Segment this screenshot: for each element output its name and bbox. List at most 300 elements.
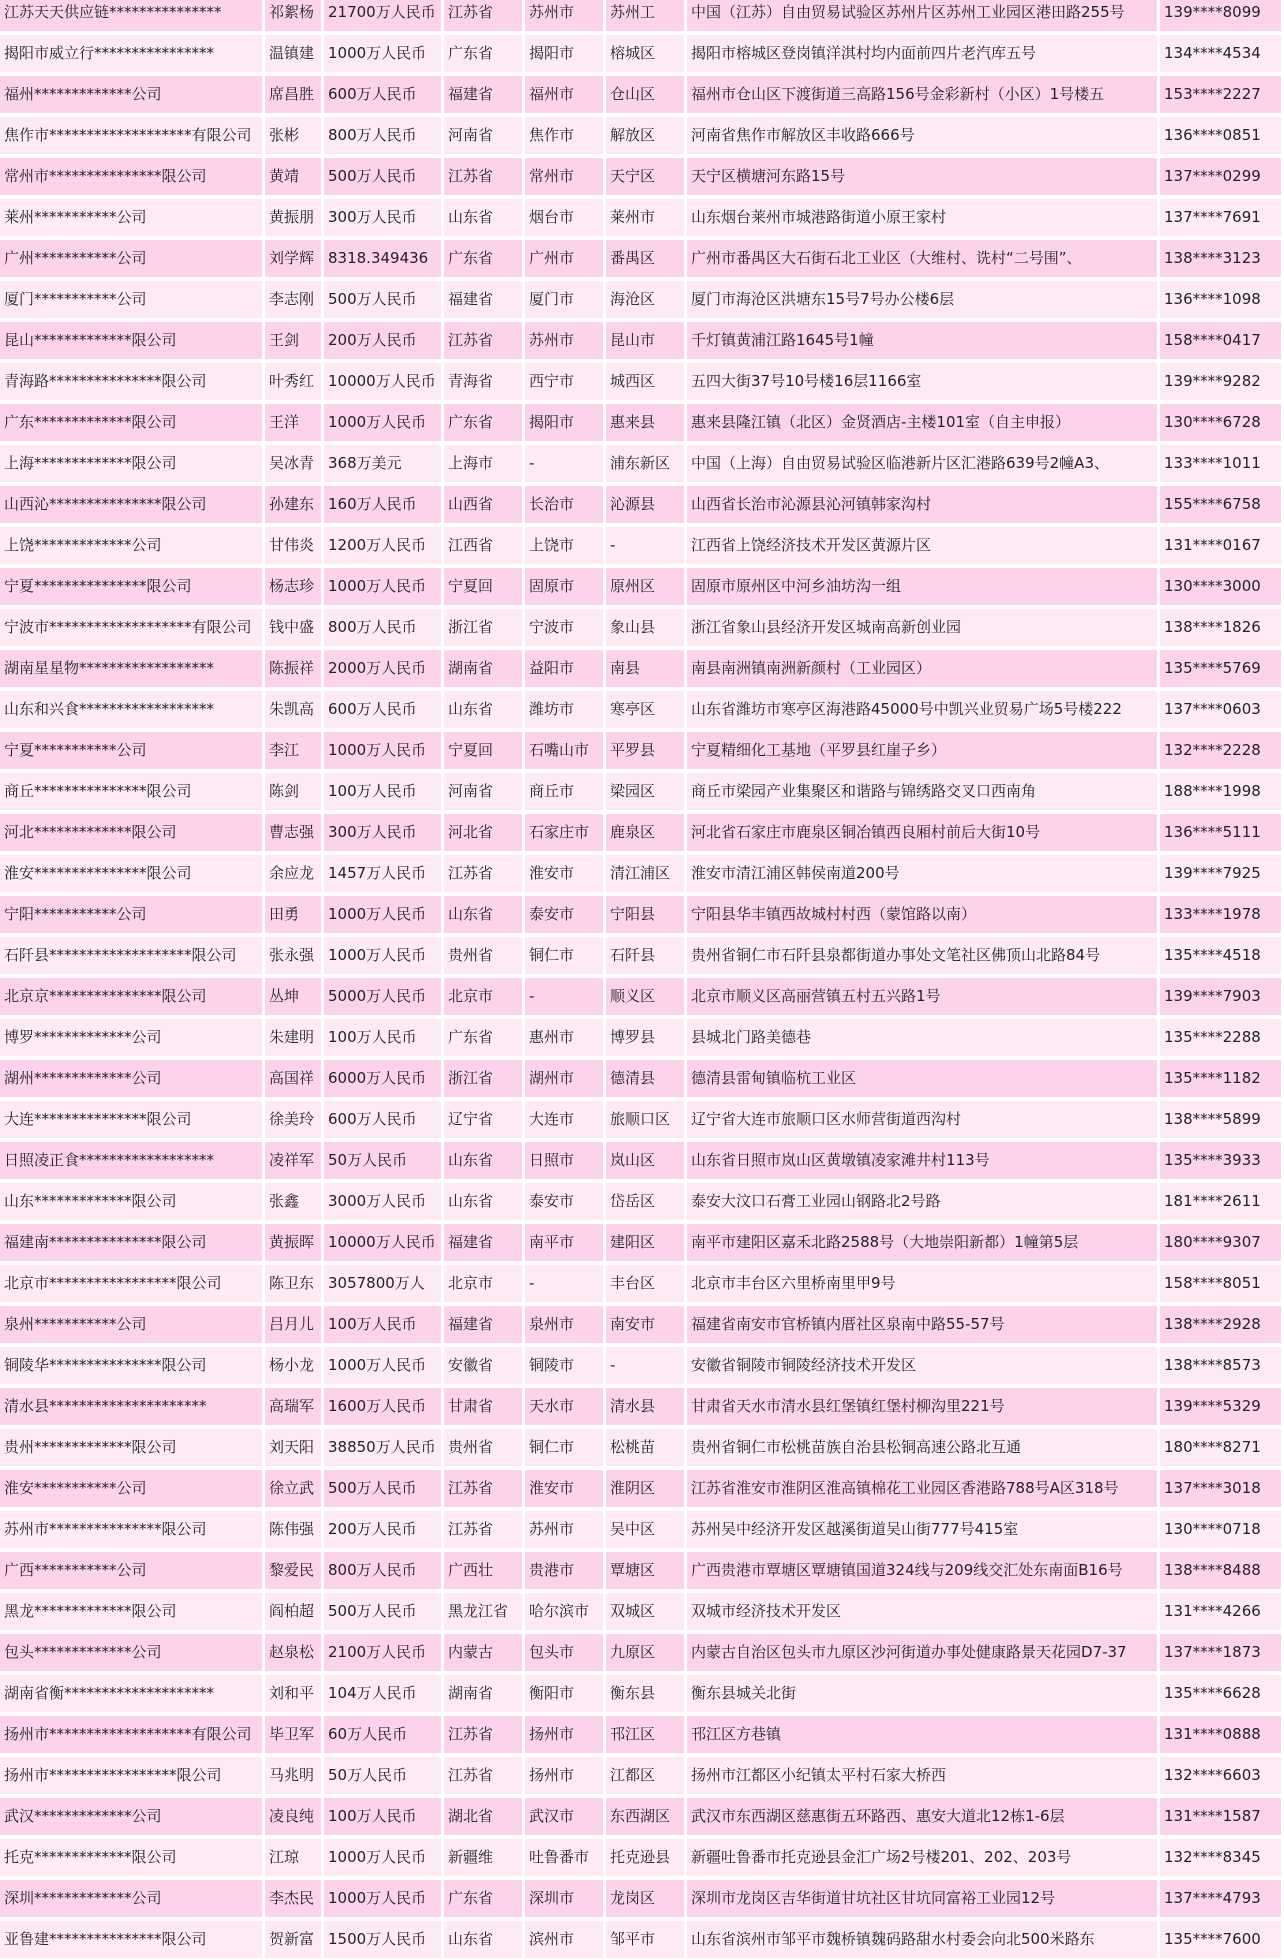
registered-capital-cell: 100万人民币 — [324, 1304, 441, 1345]
table-row — [0, 1017, 1281, 1058]
registered-capital-cell: 1000万人民币 — [324, 33, 441, 74]
district-cell: 惠来县 — [606, 402, 684, 443]
table-row — [0, 320, 1281, 361]
district-cell: 龙岗区 — [606, 1878, 684, 1919]
district-cell: 海沧区 — [606, 279, 684, 320]
address-cell: 南平市建阳区嘉禾北路2588号（大地崇阳新都）1幢第5层 — [687, 1222, 1157, 1263]
registered-capital-cell: 60万人民币 — [324, 1714, 441, 1755]
province-cell: 山西省 — [444, 484, 522, 525]
company-name-cell: 大连***************限公司 — [0, 1099, 262, 1140]
address-cell: 惠来县隆江镇（北区）金贤酒店-主楼101室（自主申报） — [687, 402, 1157, 443]
company-name-cell: 铜陵华***************限公司 — [0, 1345, 262, 1386]
province-cell: 山东省 — [444, 1919, 522, 1960]
contact-person-cell: 刘和平 — [265, 1673, 321, 1714]
city-cell: 烟台市 — [525, 197, 603, 238]
phone-cell: 133****1011 — [1160, 443, 1281, 484]
city-cell: 苏州市 — [525, 320, 603, 361]
district-cell: 东西湖区 — [606, 1796, 684, 1837]
province-cell: 江苏省 — [444, 853, 522, 894]
city-cell: 日照市 — [525, 1140, 603, 1181]
district-cell: - — [606, 1345, 684, 1386]
registered-capital-cell: 500万人民币 — [324, 279, 441, 320]
registered-capital-cell: 10000万人民币 — [324, 1222, 441, 1263]
phone-cell: 139****7903 — [1160, 976, 1281, 1017]
company-name-cell: 日照凌正食****************** — [0, 1140, 262, 1181]
registered-capital-cell: 3057800万人 — [324, 1263, 441, 1304]
registered-capital-cell: 300万人民币 — [324, 197, 441, 238]
phone-cell: 136****1098 — [1160, 279, 1281, 320]
table-row — [0, 812, 1281, 853]
province-cell: 福建省 — [444, 74, 522, 115]
company-name-cell: 福建南***************限公司 — [0, 1222, 262, 1263]
district-cell: 天宁区 — [606, 156, 684, 197]
address-cell: 山东烟台莱州市城港路街道小原王家村 — [687, 197, 1157, 238]
registered-capital-cell: 500万人民币 — [324, 1468, 441, 1509]
district-cell: 托克逊县 — [606, 1837, 684, 1878]
table-row — [0, 771, 1281, 812]
province-cell: 贵州省 — [444, 1427, 522, 1468]
province-cell: 北京市 — [444, 1263, 522, 1304]
phone-cell: 135****2288 — [1160, 1017, 1281, 1058]
company-name-cell: 泉州***********公司 — [0, 1304, 262, 1345]
registered-capital-cell: 50万人民币 — [324, 1140, 441, 1181]
district-cell: 清水县 — [606, 1386, 684, 1427]
company-name-cell: 苏州市***************限公司 — [0, 1509, 262, 1550]
province-cell: 河北省 — [444, 812, 522, 853]
registered-capital-cell: 200万人民币 — [324, 320, 441, 361]
phone-cell: 135****5769 — [1160, 648, 1281, 689]
phone-cell: 139****5329 — [1160, 1386, 1281, 1427]
province-cell: 上海市 — [444, 443, 522, 484]
table-row — [0, 607, 1281, 648]
contact-person-cell: 李杰民 — [265, 1878, 321, 1919]
contact-person-cell: 张彬 — [265, 115, 321, 156]
company-name-cell: 北京市*****************限公司 — [0, 1263, 262, 1304]
phone-cell: 132****6603 — [1160, 1755, 1281, 1796]
table-row — [0, 1837, 1281, 1878]
contact-person-cell: 毕卫军 — [265, 1714, 321, 1755]
province-cell: 安徽省 — [444, 1345, 522, 1386]
province-cell: 河南省 — [444, 115, 522, 156]
company-name-cell: 石阡县*******************限公司 — [0, 935, 262, 976]
company-name-cell: 贵州*************限公司 — [0, 1427, 262, 1468]
table-row — [0, 402, 1281, 443]
registered-capital-cell: 1500万人民币 — [324, 1919, 441, 1960]
registered-capital-cell: 100万人民币 — [324, 1017, 441, 1058]
phone-cell: 137****0299 — [1160, 156, 1281, 197]
registered-capital-cell: 1000万人民币 — [324, 730, 441, 771]
address-cell: 江西省上饶经济技术开发区黄源片区 — [687, 525, 1157, 566]
company-name-cell: 上海*************限公司 — [0, 443, 262, 484]
contact-person-cell: 杨小龙 — [265, 1345, 321, 1386]
registered-capital-cell: 2100万人民币 — [324, 1632, 441, 1673]
province-cell: 江苏省 — [444, 0, 522, 33]
district-cell: 莱州市 — [606, 197, 684, 238]
city-cell: 宁波市 — [525, 607, 603, 648]
province-cell: 宁夏回 — [444, 566, 522, 607]
phone-cell: 136****5111 — [1160, 812, 1281, 853]
district-cell: 浦东新区 — [606, 443, 684, 484]
city-cell: 哈尔滨市 — [525, 1591, 603, 1632]
contact-person-cell: 田勇 — [265, 894, 321, 935]
contact-person-cell: 叶秀红 — [265, 361, 321, 402]
table-row — [0, 1427, 1281, 1468]
company-name-cell: 广西***********公司 — [0, 1550, 262, 1591]
registered-capital-cell: 1000万人民币 — [324, 935, 441, 976]
phone-cell: 138****8488 — [1160, 1550, 1281, 1591]
company-name-cell: 河北*************限公司 — [0, 812, 262, 853]
city-cell: 焦作市 — [525, 115, 603, 156]
address-cell: 福州市仓山区下渡街道三高路156号金彩新村（小区）1号楼五 — [687, 74, 1157, 115]
contact-person-cell: 张永强 — [265, 935, 321, 976]
company-name-cell: 托克*************限公司 — [0, 1837, 262, 1878]
district-cell: 清江浦区 — [606, 853, 684, 894]
company-name-cell: 山东和兴食****************** — [0, 689, 262, 730]
table-row — [0, 361, 1281, 402]
address-cell: 广西贵港市覃塘区覃塘镇国道324线与209线交汇处东南面B16号 — [687, 1550, 1157, 1591]
city-cell: 石嘴山市 — [525, 730, 603, 771]
phone-cell: 155****6758 — [1160, 484, 1281, 525]
province-cell: 辽宁省 — [444, 1099, 522, 1140]
province-cell: 江苏省 — [444, 320, 522, 361]
table-row — [0, 156, 1281, 197]
registered-capital-cell: 5000万人民币 — [324, 976, 441, 1017]
contact-person-cell: 马兆明 — [265, 1755, 321, 1796]
district-cell: 昆山市 — [606, 320, 684, 361]
registered-capital-cell: 21700万人民币 — [324, 0, 441, 33]
contact-person-cell: 陈剑 — [265, 771, 321, 812]
district-cell: 鹿泉区 — [606, 812, 684, 853]
province-cell: 浙江省 — [444, 607, 522, 648]
district-cell: 石阡县 — [606, 935, 684, 976]
city-cell: 包头市 — [525, 1632, 603, 1673]
phone-cell: 135****1182 — [1160, 1058, 1281, 1099]
address-cell: 天宁区横塘河东路15号 — [687, 156, 1157, 197]
contact-person-cell: 黄靖 — [265, 156, 321, 197]
contact-person-cell: 赵泉松 — [265, 1632, 321, 1673]
province-cell: 广东省 — [444, 402, 522, 443]
city-cell: 西宁市 — [525, 361, 603, 402]
phone-cell: 134****4534 — [1160, 33, 1281, 74]
city-cell: 福州市 — [525, 74, 603, 115]
contact-person-cell: 王洋 — [265, 402, 321, 443]
address-cell: 千灯镇黄浦江路1645号1幢 — [687, 320, 1157, 361]
district-cell: 吴中区 — [606, 1509, 684, 1550]
province-cell: 广东省 — [444, 238, 522, 279]
city-cell: 南平市 — [525, 1222, 603, 1263]
contact-person-cell: 钱中盛 — [265, 607, 321, 648]
registered-capital-cell: 160万人民币 — [324, 484, 441, 525]
city-cell: 益阳市 — [525, 648, 603, 689]
contact-person-cell: 李江 — [265, 730, 321, 771]
district-cell: 顺义区 — [606, 976, 684, 1017]
contact-person-cell: 刘天阳 — [265, 1427, 321, 1468]
phone-cell: 130****3000 — [1160, 566, 1281, 607]
address-cell: 福建省南安市官桥镇内厝社区泉南中路55-57号 — [687, 1304, 1157, 1345]
city-cell: 惠州市 — [525, 1017, 603, 1058]
table-row — [0, 730, 1281, 771]
table-row — [0, 566, 1281, 607]
city-cell: 湖州市 — [525, 1058, 603, 1099]
province-cell: 江苏省 — [444, 1509, 522, 1550]
province-cell: 新疆维 — [444, 1837, 522, 1878]
address-cell: 广州市番禺区大石街石北工业区（大维村、诜村“二号围”、 — [687, 238, 1157, 279]
company-name-cell: 商丘***************限公司 — [0, 771, 262, 812]
address-cell: 双城市经济技术开发区 — [687, 1591, 1157, 1632]
address-cell: 山东省日照市岚山区黄墩镇凌家滩井村113号 — [687, 1140, 1157, 1181]
district-cell: 苏州工 — [606, 0, 684, 33]
district-cell: 城西区 — [606, 361, 684, 402]
address-cell: 宁阳县华丰镇西故城村村西（蒙馆路以南） — [687, 894, 1157, 935]
district-cell: 寒亭区 — [606, 689, 684, 730]
phone-cell: 138****8573 — [1160, 1345, 1281, 1386]
district-cell: 博罗县 — [606, 1017, 684, 1058]
phone-cell: 139****7925 — [1160, 853, 1281, 894]
company-name-cell: 常州市***************限公司 — [0, 156, 262, 197]
city-cell: 泰安市 — [525, 894, 603, 935]
phone-cell: 181****2611 — [1160, 1181, 1281, 1222]
phone-cell: 137****1873 — [1160, 1632, 1281, 1673]
province-cell: 广东省 — [444, 1878, 522, 1919]
city-cell: 石家庄市 — [525, 812, 603, 853]
city-cell: 上饶市 — [525, 525, 603, 566]
contact-person-cell: 高瑞军 — [265, 1386, 321, 1427]
phone-cell: 131****4266 — [1160, 1591, 1281, 1632]
phone-cell: 138****3123 — [1160, 238, 1281, 279]
district-cell: 象山县 — [606, 607, 684, 648]
company-name-cell: 厦门***********公司 — [0, 279, 262, 320]
address-cell: 苏州吴中经济开发区越溪街道吴山街777号415室 — [687, 1509, 1157, 1550]
address-cell: 中国（江苏）自由贸易试验区苏州片区苏州工业园区港田路255号 — [687, 0, 1157, 33]
registered-capital-cell: 1000万人民币 — [324, 566, 441, 607]
address-cell: 北京市顺义区高丽营镇五村五兴路1号 — [687, 976, 1157, 1017]
address-cell: 淮安市清江浦区韩侯南道200号 — [687, 853, 1157, 894]
phone-cell: 137****4793 — [1160, 1878, 1281, 1919]
phone-cell: 136****0851 — [1160, 115, 1281, 156]
province-cell: 江西省 — [444, 525, 522, 566]
company-name-cell: 湖州*************公司 — [0, 1058, 262, 1099]
company-name-cell: 深圳*************公司 — [0, 1878, 262, 1919]
contact-person-cell: 徐美玲 — [265, 1099, 321, 1140]
city-cell: 扬州市 — [525, 1755, 603, 1796]
city-cell: 滨州市 — [525, 1919, 603, 1960]
table-row — [0, 0, 1281, 33]
district-cell: 岱岳区 — [606, 1181, 684, 1222]
company-name-cell: 上饶*************公司 — [0, 525, 262, 566]
registered-capital-cell: 800万人民币 — [324, 1550, 441, 1591]
address-cell: 固原市原州区中河乡油坊沟一组 — [687, 566, 1157, 607]
contact-person-cell: 凌祥军 — [265, 1140, 321, 1181]
city-cell: 扬州市 — [525, 1714, 603, 1755]
phone-cell: 138****2928 — [1160, 1304, 1281, 1345]
address-cell: 山东省滨州市邹平市魏桥镇魏码路甜水村委会向北500米路东 — [687, 1919, 1157, 1960]
city-cell: 广州市 — [525, 238, 603, 279]
district-cell: 岚山区 — [606, 1140, 684, 1181]
company-name-cell: 亚鲁建***************限公司 — [0, 1919, 262, 1960]
company-name-cell: 清水县********************* — [0, 1386, 262, 1427]
table-row — [0, 1304, 1281, 1345]
contact-person-cell: 凌良纯 — [265, 1796, 321, 1837]
registered-capital-cell: 3000万人民币 — [324, 1181, 441, 1222]
registered-capital-cell: 1000万人民币 — [324, 894, 441, 935]
province-cell: 福建省 — [444, 279, 522, 320]
province-cell: 山东省 — [444, 1181, 522, 1222]
district-cell: 旅顺口区 — [606, 1099, 684, 1140]
company-name-cell: 宁夏***************限公司 — [0, 566, 262, 607]
contact-person-cell: 黎爱民 — [265, 1550, 321, 1591]
province-cell: 广东省 — [444, 1017, 522, 1058]
company-name-cell: 山西沁***************限公司 — [0, 484, 262, 525]
table-row — [0, 1878, 1281, 1919]
table-row — [0, 1263, 1281, 1304]
registered-capital-cell: 50万人民币 — [324, 1755, 441, 1796]
district-cell: 榕城区 — [606, 33, 684, 74]
phone-cell: 158****8051 — [1160, 1263, 1281, 1304]
company-name-cell: 青海路***************限公司 — [0, 361, 262, 402]
city-cell: 吐鲁番市 — [525, 1837, 603, 1878]
phone-cell: 137****7691 — [1160, 197, 1281, 238]
city-cell: 厦门市 — [525, 279, 603, 320]
contact-person-cell: 温镇建 — [265, 33, 321, 74]
phone-cell: 130****0718 — [1160, 1509, 1281, 1550]
contact-person-cell: 黄振朋 — [265, 197, 321, 238]
province-cell: 湖北省 — [444, 1796, 522, 1837]
district-cell: 江都区 — [606, 1755, 684, 1796]
district-cell: 邹平市 — [606, 1919, 684, 1960]
city-cell: 武汉市 — [525, 1796, 603, 1837]
address-cell: 贵州省铜仁市石阡县泉都街道办事处文笔社区佛顶山北路84号 — [687, 935, 1157, 976]
contact-person-cell: 朱凯高 — [265, 689, 321, 730]
address-cell: 山西省长治市沁源县沁河镇韩家沟村 — [687, 484, 1157, 525]
company-name-cell: 湖南省衡******************** — [0, 1673, 262, 1714]
company-name-cell: 淮安***************限公司 — [0, 853, 262, 894]
address-cell: 宁夏精细化工基地（平罗县红崖子乡） — [687, 730, 1157, 771]
province-cell: 浙江省 — [444, 1058, 522, 1099]
city-cell: 苏州市 — [525, 0, 603, 33]
registered-capital-cell: 104万人民币 — [324, 1673, 441, 1714]
contact-person-cell: 徐立武 — [265, 1468, 321, 1509]
phone-cell: 131****0167 — [1160, 525, 1281, 566]
contact-person-cell: 张鑫 — [265, 1181, 321, 1222]
city-cell: 常州市 — [525, 156, 603, 197]
table-row — [0, 1550, 1281, 1591]
city-cell: 揭阳市 — [525, 33, 603, 74]
contact-person-cell: 陈伟强 — [265, 1509, 321, 1550]
address-cell: 贵州省铜仁市松桃苗族自治县松铜高速公路北互通 — [687, 1427, 1157, 1468]
province-cell: 江苏省 — [444, 1468, 522, 1509]
registered-capital-cell: 200万人民币 — [324, 1509, 441, 1550]
company-name-cell: 扬州市*****************限公司 — [0, 1755, 262, 1796]
city-cell: - — [525, 976, 603, 1017]
contact-person-cell: 刘学辉 — [265, 238, 321, 279]
company-name-cell: 湖南星星物****************** — [0, 648, 262, 689]
city-cell: 泉州市 — [525, 1304, 603, 1345]
company-name-cell: 广东*************限公司 — [0, 402, 262, 443]
phone-cell: 138****1826 — [1160, 607, 1281, 648]
company-name-cell: 揭阳市威立行**************** — [0, 33, 262, 74]
contact-person-cell: 陈振祥 — [265, 648, 321, 689]
registered-capital-cell: 800万人民币 — [324, 607, 441, 648]
city-cell: 苏州市 — [525, 1509, 603, 1550]
table-row — [0, 1140, 1281, 1181]
contact-person-cell: 席昌胜 — [265, 74, 321, 115]
address-cell: 安徽省铜陵市铜陵经济技术开发区 — [687, 1345, 1157, 1386]
city-cell: 天水市 — [525, 1386, 603, 1427]
province-cell: 北京市 — [444, 976, 522, 1017]
address-cell: 五四大街37号10号楼16层1166室 — [687, 361, 1157, 402]
address-cell: 山东省潍坊市寒亭区海港路45000号中凯兴业贸易广场5号楼222 — [687, 689, 1157, 730]
address-cell: 深圳市龙岗区吉华街道甘坑社区甘坑同富裕工业园12号 — [687, 1878, 1157, 1919]
table-row — [0, 1222, 1281, 1263]
company-name-cell: 博罗*************公司 — [0, 1017, 262, 1058]
province-cell: 福建省 — [444, 1222, 522, 1263]
province-cell: 宁夏回 — [444, 730, 522, 771]
phone-cell: 188****1998 — [1160, 771, 1281, 812]
address-cell: 北京市丰台区六里桥南里甲9号 — [687, 1263, 1157, 1304]
contact-person-cell: 黄振晖 — [265, 1222, 321, 1263]
contact-person-cell: 吕月儿 — [265, 1304, 321, 1345]
registered-capital-cell: 1000万人民币 — [324, 402, 441, 443]
contact-person-cell: 阎柏超 — [265, 1591, 321, 1632]
phone-cell: 139****9282 — [1160, 361, 1281, 402]
table-row — [0, 1919, 1281, 1960]
district-cell: 番禺区 — [606, 238, 684, 279]
registered-capital-cell: 1000万人民币 — [324, 1878, 441, 1919]
province-cell: 山东省 — [444, 894, 522, 935]
district-cell: 仓山区 — [606, 74, 684, 115]
address-cell: 河南省焦作市解放区丰收路666号 — [687, 115, 1157, 156]
address-cell: 江苏省淮安市淮阴区淮高镇棉花工业园区香港路788号A区318号 — [687, 1468, 1157, 1509]
phone-cell: 131****1587 — [1160, 1796, 1281, 1837]
city-cell: 淮安市 — [525, 1468, 603, 1509]
province-cell: 山东省 — [444, 1140, 522, 1181]
registered-capital-cell: 500万人民币 — [324, 1591, 441, 1632]
registered-capital-cell: 1000万人民币 — [324, 1837, 441, 1878]
table-row — [0, 238, 1281, 279]
company-name-cell: 山东*************限公司 — [0, 1181, 262, 1222]
district-cell: 德清县 — [606, 1058, 684, 1099]
table-row — [0, 648, 1281, 689]
company-name-cell: 黑龙*************限公司 — [0, 1591, 262, 1632]
table-row — [0, 279, 1281, 320]
registered-capital-cell: 1457万人民币 — [324, 853, 441, 894]
table-row — [0, 443, 1281, 484]
province-cell: 江苏省 — [444, 1755, 522, 1796]
table-row — [0, 1181, 1281, 1222]
company-name-cell: 江苏天天供应链*************** — [0, 0, 262, 33]
province-cell: 福建省 — [444, 1304, 522, 1345]
district-cell: 双城区 — [606, 1591, 684, 1632]
address-cell: 厦门市海沧区洪塘东15号7号办公楼6层 — [687, 279, 1157, 320]
table-row — [0, 689, 1281, 730]
contact-person-cell: 贺新富 — [265, 1919, 321, 1960]
table-row — [0, 1755, 1281, 1796]
phone-cell: 137****0603 — [1160, 689, 1281, 730]
contact-person-cell: 王剑 — [265, 320, 321, 361]
district-cell: 邗江区 — [606, 1714, 684, 1755]
address-cell: 邗江区方巷镇 — [687, 1714, 1157, 1755]
phone-cell: 139****8099 — [1160, 0, 1281, 33]
table-row — [0, 853, 1281, 894]
registered-capital-cell: 1600万人民币 — [324, 1386, 441, 1427]
phone-cell: 130****6728 — [1160, 402, 1281, 443]
table-row — [0, 1058, 1281, 1099]
table-row — [0, 525, 1281, 566]
province-cell: 江苏省 — [444, 156, 522, 197]
city-cell: 固原市 — [525, 566, 603, 607]
table-row — [0, 1591, 1281, 1632]
company-name-cell: 北京京***************限公司 — [0, 976, 262, 1017]
